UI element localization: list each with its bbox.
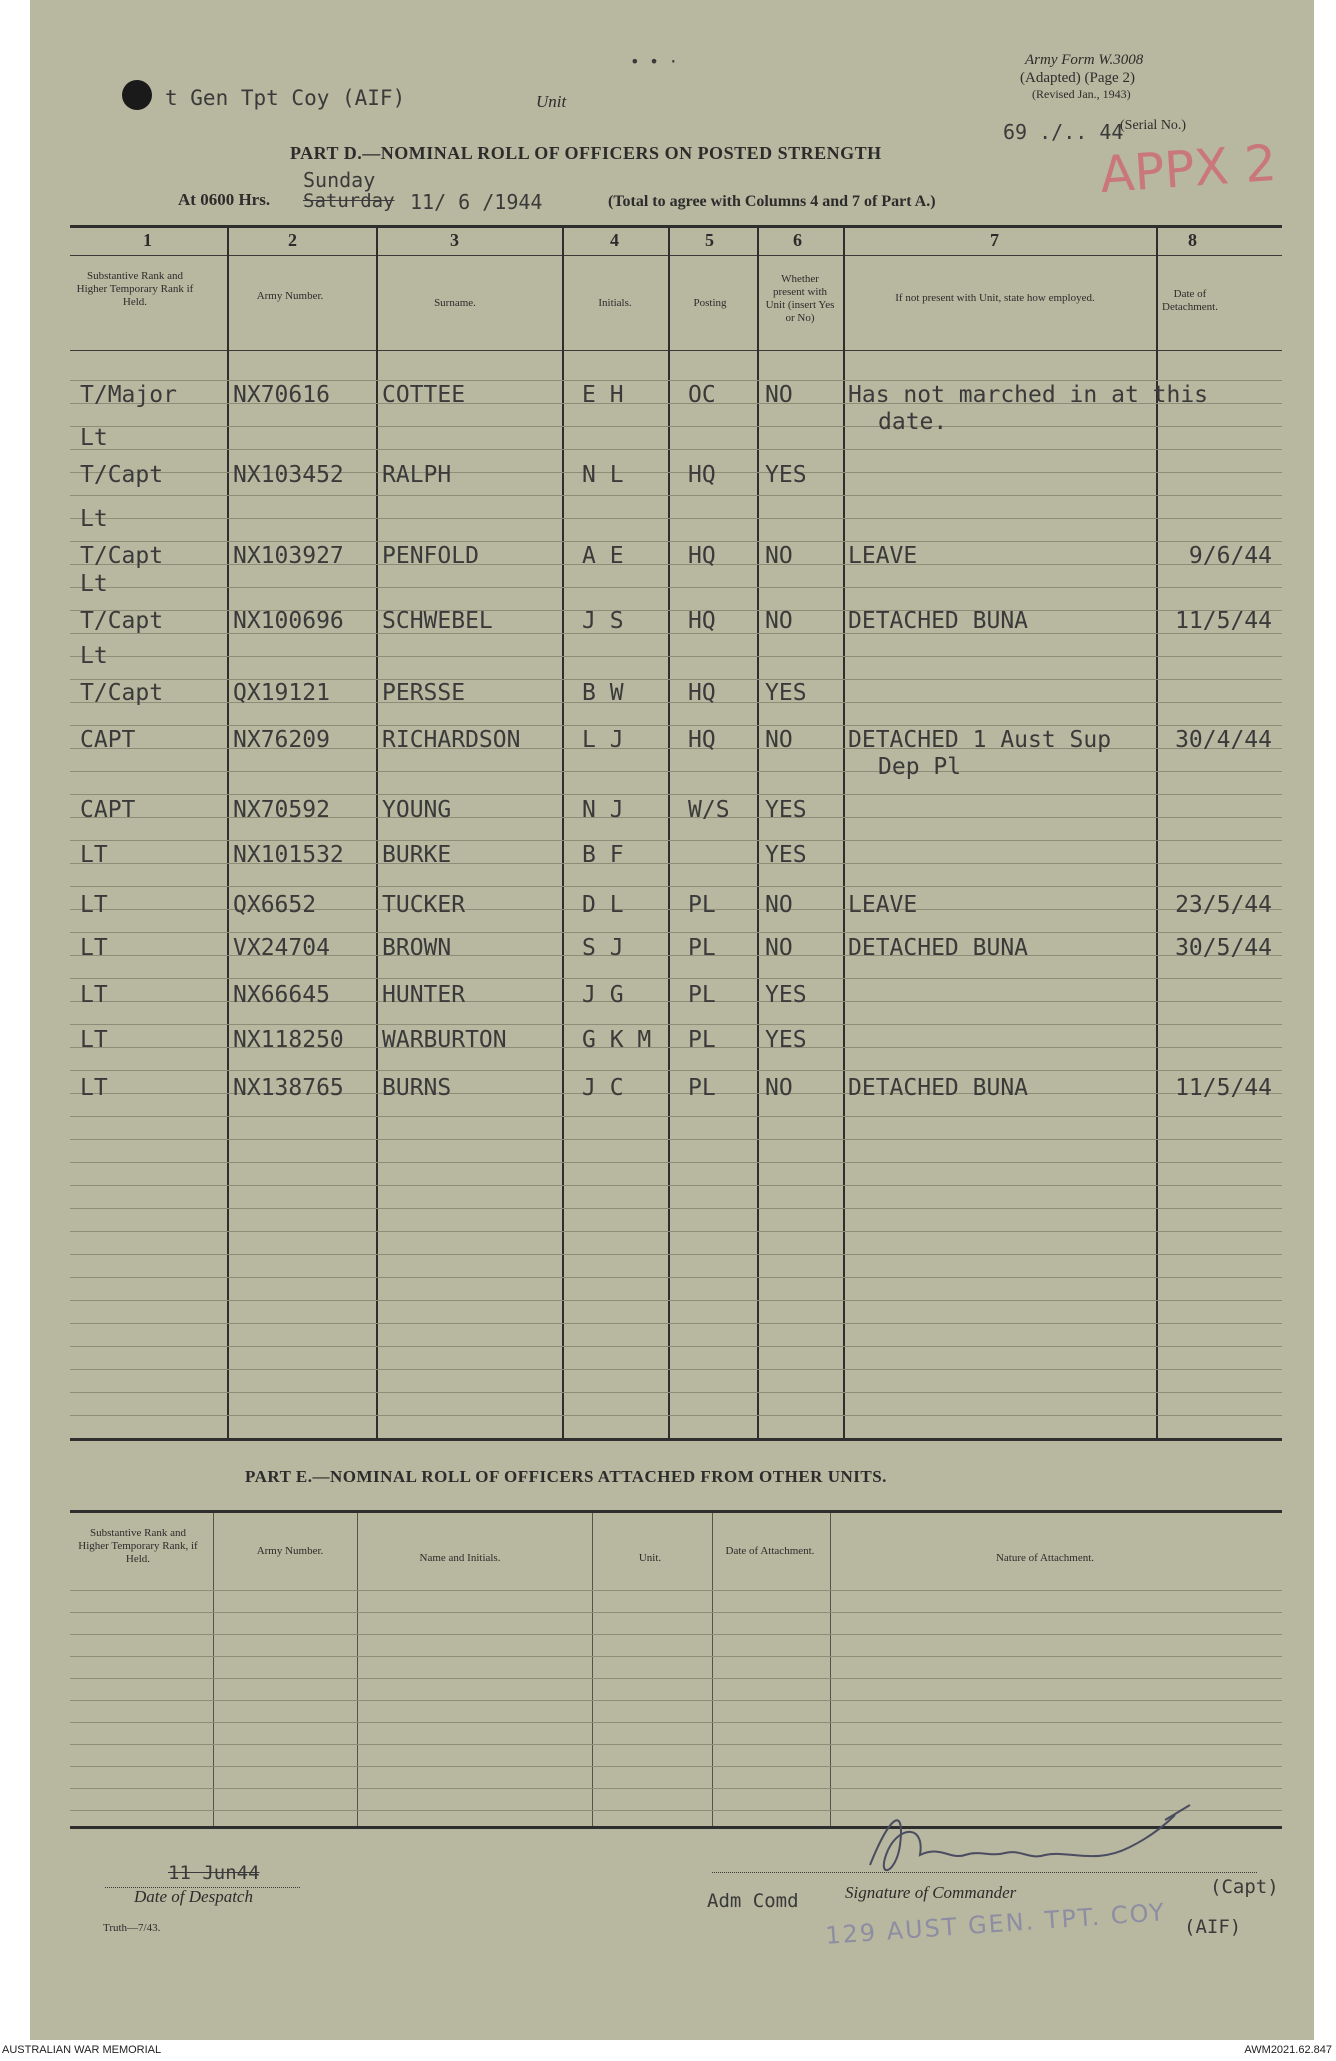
pe-ruled-line [70,1612,1282,1613]
cell-rank: LT [80,1027,108,1053]
appx-annotation: APPX 2 [1098,133,1279,205]
cell-employed: DETACHED 1 Aust Sup [848,727,1112,753]
cell-rank: CAPT [80,797,136,823]
col-header-1: Substantive Rank and Higher Temporary Rank if Held. [76,270,194,308]
ruled-line [70,725,1282,726]
cell-surname: PENFOLD [382,543,479,569]
credit-left: AUSTRALIAN WAR MEMORIAL [2,2044,162,2056]
col-header-7: If not present with Unit, state how employed. [895,292,1095,304]
cell-army-number: NX70592 [233,797,330,823]
cell-detach-date: 23/5/44 [1175,892,1272,918]
cell-rank-prefix: Lt [80,643,108,669]
pe-ruled-line [70,1722,1282,1723]
cell-posting: PL [688,1027,716,1053]
cell-initials: L J [582,727,624,753]
cell-initials: D L [582,892,624,918]
pe-divider-2 [357,1513,358,1826]
cell-initials: A E [582,543,624,569]
ruled-line [70,1323,1282,1324]
ruled-line [70,587,1282,588]
ruled-line [70,1139,1282,1140]
ruled-line [70,518,1282,519]
capt-typed: (Capt) [1210,1876,1279,1898]
cell-present: NO [765,727,793,753]
credit-bar [0,2040,1336,2061]
cell-posting: PL [688,1075,716,1101]
cell-employed: DETACHED BUNA [848,1075,1029,1101]
col-num-3: 3 [450,230,459,250]
revised-label: (Revised Jan., 1943) [1032,87,1131,101]
cell-surname: COTTEE [382,382,466,408]
cell-posting: HQ [688,608,716,634]
ruled-line [70,1277,1282,1278]
pe-header-5: Date of Attachment. [725,1545,815,1557]
part-d-bottom-rule [70,1438,1282,1441]
col-num-5: 5 [705,230,714,250]
cell-employed: DETACHED BUNA [848,935,1029,961]
cell-detach-date: 30/4/44 [1175,727,1272,753]
cell-surname: BURKE [382,842,452,868]
ruled-line [70,1024,1282,1025]
cell-surname: BURNS [382,1075,452,1101]
col-header-5: Posting [693,297,727,309]
pe-header-6: Nature of Attachment. [995,1552,1095,1564]
cell-surname: RALPH [382,462,452,488]
part-d-title: PART D.—NOMINAL ROLL OF OFFICERS ON POSTED STRENGTH [290,143,882,163]
cell-rank: LT [80,982,108,1008]
pe-header-3: Name and Initials. [419,1552,501,1564]
cell-rank: T/Capt [80,462,164,488]
unit-stamp: 129 AUST GEN. TPT. COY [824,1898,1167,1950]
cell-rank: LT [80,842,108,868]
ruled-line [70,1415,1282,1416]
pe-ruled-line [70,1678,1282,1679]
cell-posting: OC [688,382,716,408]
cell-employed: Has not marched in at this [848,382,1209,408]
cell-detach-date: 11/5/44 [1175,1075,1272,1101]
ruled-line [70,380,1282,381]
pe-divider-1 [213,1513,214,1826]
ruled-line [70,840,1282,841]
total-note: (Total to agree with Columns 4 and 7 of Part A.) [608,193,936,210]
cell-employed: LEAVE [848,892,918,918]
ruled-line [70,794,1282,795]
cell-rank: T/Capt [80,608,164,634]
cell-rank: T/Capt [80,680,164,706]
adm-comd: Adm Comd [707,1890,799,1912]
cell-rank: T/Major [80,382,177,408]
ruled-line [70,1185,1282,1186]
ruled-line [70,656,1282,657]
aif-typed: (AIF) [1184,1916,1242,1938]
pe-header-4: Unit. [638,1552,662,1564]
pe-divider-4 [712,1513,713,1826]
cell-present: YES [765,680,807,706]
cell-initials: J C [582,1075,624,1101]
ruled-line [70,1300,1282,1301]
pe-divider-3 [592,1513,593,1826]
ruled-line [70,495,1282,496]
header-bottom-rule [70,350,1282,351]
table-top-rule [70,225,1282,228]
cell-posting: W/S [688,797,730,823]
cell-detach-date: 11/5/44 [1175,608,1272,634]
cell-army-number: QX6652 [233,892,317,918]
cell-army-number: VX24704 [233,935,330,961]
cell-surname: RICHARDSON [382,727,521,753]
cell-initials: N J [582,797,624,823]
cell-rank: CAPT [80,727,136,753]
col-num-1: 1 [143,230,152,250]
cell-army-number: QX19121 [233,680,330,706]
date-typed: 11/ 6 /1944 [410,190,543,214]
despatch-label: Date of Despatch [134,1887,253,1906]
cell-initials: G K M [582,1027,652,1053]
ruled-line [70,1208,1282,1209]
pe-ruled-line [70,1788,1282,1789]
col-header-4: Initials. [598,297,632,309]
cell-rank-prefix: Lt [80,506,108,532]
cell-rank: LT [80,1075,108,1101]
pe-header-1: Substantive Rank and Higher Temporary Rank, if Held. [78,1527,198,1565]
cell-rank-prefix: Lt [80,571,108,597]
col-num-6: 6 [793,230,802,250]
cell-present: NO [765,543,793,569]
ruled-line [70,426,1282,427]
pe-divider-5 [830,1513,831,1826]
cell-posting: PL [688,982,716,1008]
cell-present: NO [765,892,793,918]
cell-army-number: NX103452 [233,462,344,488]
cell-rank: T/Capt [80,543,164,569]
column-divider-4 [668,228,670,1440]
cell-initials: B W [582,680,624,706]
pe-header-2: Army Number. [256,1545,324,1557]
cell-surname: PERSSE [382,680,466,706]
col-header-3: Surname. [434,297,476,309]
ruled-line [70,932,1282,933]
column-divider-5 [757,228,759,1440]
cell-army-number: NX100696 [233,608,344,634]
cell-detach-date: 9/6/44 [1188,543,1272,569]
top-mark: • • · [630,52,679,71]
cell-present: NO [765,608,793,634]
cell-initials: J S [582,608,624,634]
cell-army-number: NX76209 [233,727,330,753]
col-num-4: 4 [610,230,619,250]
ruled-line [70,1392,1282,1393]
printer-mark: Truth—7/43. [103,1922,161,1934]
cell-present: YES [765,462,807,488]
ruled-line [70,449,1282,450]
col-num-2: 2 [288,230,297,250]
col-header-6: Whether present with Unit (insert Yes or No) [765,273,835,324]
cell-army-number: NX138765 [233,1075,344,1101]
cell-posting: HQ [688,462,716,488]
ruled-line [70,1369,1282,1370]
cell-initials: N L [582,462,624,488]
cell-present: NO [765,935,793,961]
day-over: Sunday [303,168,376,192]
cell-army-number: NX103927 [233,543,344,569]
commander-signature [830,1795,1230,1895]
cell-surname: YOUNG [382,797,452,823]
cell-army-number: NX70616 [233,382,330,408]
cell-surname: BROWN [382,935,452,961]
cell-employed: DETACHED BUNA [848,608,1029,634]
ruled-line [70,886,1282,887]
cell-present: NO [765,1075,793,1101]
col-num-7: 7 [990,230,999,250]
part-e-title: PART E.—NOMINAL ROLL OF OFFICERS ATTACHED FROM OTHER UNITS. [245,1467,887,1486]
ruled-line [70,1116,1282,1117]
column-divider-7 [1156,228,1158,1440]
cell-initials: S J [582,935,624,961]
pe-ruled-line [70,1590,1282,1591]
cell-employed: LEAVE [848,543,918,569]
col-num-8: 8 [1188,230,1197,250]
pe-ruled-line [70,1766,1282,1767]
day-crossed: Saturday [303,190,395,212]
cell-posting: PL [688,935,716,961]
army-form-label: Army Form W.3008 [1025,52,1144,68]
cell-present: YES [765,1027,807,1053]
cell-present: NO [765,382,793,408]
cell-posting: PL [688,892,716,918]
cell-employed-line2: Dep Pl [878,754,962,780]
serial-label: (Serial No.) [1120,118,1187,133]
cell-posting: HQ [688,727,716,753]
column-divider-6 [843,228,845,1440]
cell-surname: SCHWEBEL [382,608,493,634]
pe-ruled-line [70,1656,1282,1657]
cell-posting: HQ [688,543,716,569]
ruled-line [70,1070,1282,1071]
header-rule [70,255,1282,256]
col-header-8: Date of Detachment. [1162,288,1218,313]
ruled-line [70,1231,1282,1232]
cell-posting: HQ [688,680,716,706]
cell-rank-prefix: Lt [80,425,108,451]
serial-typed: 69 ./.. 44 [1003,120,1124,144]
cell-present: YES [765,842,807,868]
form-sheet [30,0,1314,2040]
cell-surname: WARBURTON [382,1027,507,1053]
punch-hole [122,80,152,110]
cell-initials: B F [582,842,624,868]
cell-army-number: NX66645 [233,982,330,1008]
cell-present: YES [765,982,807,1008]
column-divider-1 [227,228,229,1440]
cell-rank: LT [80,935,108,961]
credit-right: AWM2021.62.847 [1244,2044,1332,2056]
column-divider-3 [562,228,564,1440]
at-hours-label: At 0600 Hrs. [178,190,271,209]
despatch-typed: 11 Jun44 [168,1862,260,1884]
ruled-line [70,978,1282,979]
ruled-line [70,1254,1282,1255]
ruled-line [70,1162,1282,1163]
ruled-line [70,771,1282,772]
pe-ruled-line [70,1744,1282,1745]
ruled-line [70,1346,1282,1347]
cell-initials: E H [582,382,624,408]
unit-label: Unit [536,92,567,111]
cell-rank: LT [80,892,108,918]
cell-army-number: NX118250 [233,1027,344,1053]
unit-typed: t Gen Tpt Coy (AIF) [165,86,406,110]
cell-present: YES [765,797,807,823]
adapted-label: (Adapted) (Page 2) [1020,70,1135,86]
part-e-top-rule [70,1510,1282,1513]
cell-employed-line2: date. [878,409,948,435]
pe-ruled-line [70,1700,1282,1701]
col-header-2: Army Number. [256,290,324,302]
signature-label: Signature of Commander [845,1883,1017,1902]
cell-detach-date: 30/5/44 [1175,935,1272,961]
cell-surname: HUNTER [382,982,466,1008]
cell-army-number: NX101532 [233,842,344,868]
cell-surname: TUCKER [382,892,466,918]
pe-ruled-line [70,1634,1282,1635]
cell-initials: J G [582,982,624,1008]
column-divider-2 [376,228,378,1440]
ruled-line [70,541,1282,542]
